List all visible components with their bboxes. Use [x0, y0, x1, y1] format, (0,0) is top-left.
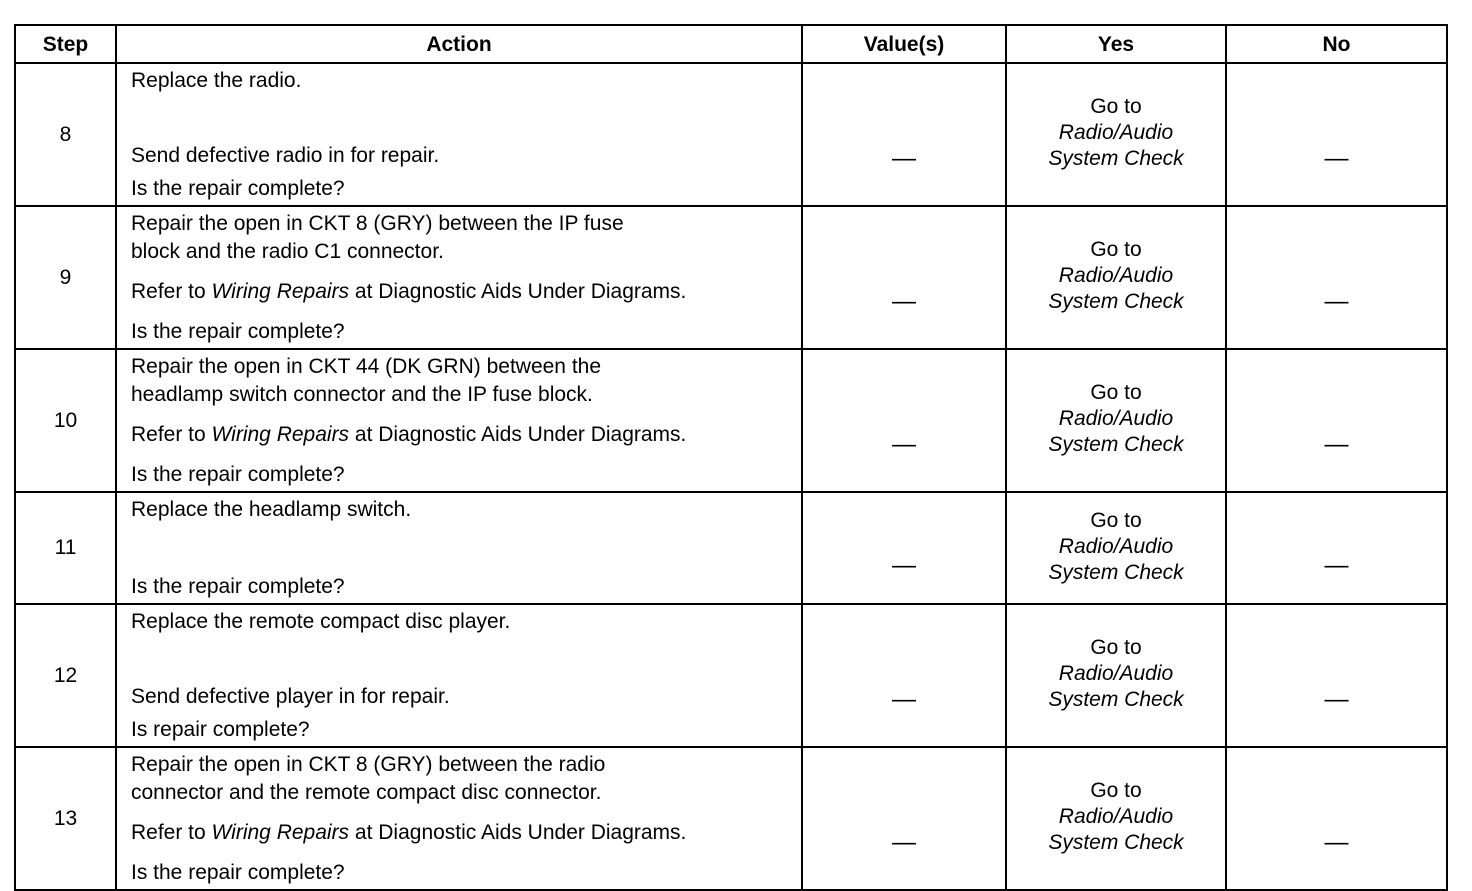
action-question: Is the repair complete?: [131, 462, 345, 486]
header-values: Value(s): [802, 25, 1006, 63]
header-yes: Yes: [1006, 25, 1226, 63]
wiring-repairs-link[interactable]: Wiring Repairs: [211, 423, 350, 447]
wiring-repairs-link[interactable]: Wiring Repairs: [211, 821, 350, 845]
value-cell: [802, 63, 1006, 206]
ref-prefix: Refer to: [131, 280, 206, 304]
value-dash: —: [892, 144, 916, 172]
yes-goto: Go to: [1090, 381, 1142, 404]
action-line: connector and the remote compact disc connector.: [131, 781, 602, 805]
action-question: Is repair complete?: [131, 718, 310, 741]
ref-suffix: at Diagnostic Aids Under Diagrams.: [354, 280, 687, 304]
yes-target-link[interactable]: Radio/Audio: [1058, 407, 1174, 430]
yes-goto: Go to: [1090, 779, 1142, 802]
value-cell: [802, 492, 1006, 604]
action-cell: [116, 492, 802, 604]
action-line: Repair the open in CKT 44 (DK GRN) between the: [131, 355, 602, 378]
value-dash: —: [892, 552, 916, 579]
yes-goto: Go to: [1090, 95, 1142, 118]
yes-target-link[interactable]: System Check: [1048, 688, 1184, 711]
value-cell: [802, 604, 1006, 747]
header-action: Action: [116, 25, 802, 63]
value-dash: —: [892, 287, 916, 315]
no-cell: [1226, 747, 1447, 890]
ref-suffix: at Diagnostic Aids Under Diagrams.: [354, 423, 687, 447]
step-number: 9: [15, 206, 116, 349]
no-cell: [1226, 492, 1447, 604]
ref-prefix: Refer to: [131, 423, 206, 447]
table-row: [15, 604, 1447, 747]
table-row: [15, 349, 1447, 492]
yes-target-link[interactable]: Radio/Audio: [1058, 121, 1174, 144]
yes-cell: [1006, 206, 1226, 349]
yes-target-link[interactable]: System Check: [1048, 560, 1184, 584]
action-question: Is the repair complete?: [131, 177, 345, 200]
action-line: Replace the radio.: [131, 69, 302, 92]
yes-target-link[interactable]: System Check: [1048, 433, 1184, 456]
yes-cell: [1006, 604, 1226, 747]
header-no: No: [1226, 25, 1447, 63]
no-dash: —: [1324, 552, 1349, 579]
no-dash: —: [1324, 144, 1349, 172]
action-line: Replace the remote compact disc player.: [131, 610, 511, 633]
action-cell: [116, 349, 802, 492]
action-line: headlamp switch connector and the IP fuse block.: [131, 383, 593, 407]
yes-cell: [1006, 747, 1226, 890]
reference-line: [131, 279, 791, 304]
ref-prefix: Refer to: [131, 821, 206, 845]
yes-target-link[interactable]: Radio/Audio: [1058, 662, 1174, 685]
action-line: block and the radio C1 connector.: [131, 240, 444, 264]
yes-cell: [1006, 349, 1226, 492]
value-dash: —: [892, 828, 916, 856]
yes-cell: [1006, 492, 1226, 604]
action-question: Is the repair complete?: [131, 860, 345, 884]
wiring-repairs-link[interactable]: Wiring Repairs: [211, 280, 350, 304]
no-dash: —: [1324, 287, 1349, 315]
table-row: [15, 63, 1447, 206]
value-dash: —: [892, 430, 916, 458]
diagnostic-table: [14, 24, 1448, 891]
action-line: Repair the open in CKT 8 (GRY) between the IP fuse: [131, 212, 624, 235]
value-cell: [802, 747, 1006, 890]
diagnostic-table-container: [14, 24, 1446, 891]
ref-suffix: at Diagnostic Aids Under Diagrams.: [354, 821, 687, 845]
action-line: Send defective player in for repair.: [131, 685, 450, 708]
no-cell: [1226, 349, 1447, 492]
no-dash: —: [1324, 828, 1349, 856]
reference-line: [131, 422, 791, 447]
action-question: Is the repair complete?: [131, 319, 345, 343]
table-row: [15, 492, 1447, 604]
yes-target-link[interactable]: System Check: [1048, 147, 1184, 170]
step-number: 13: [15, 747, 116, 890]
action-line: Send defective radio in for repair.: [131, 144, 440, 167]
header-row: [15, 25, 1447, 63]
table-row: [15, 747, 1447, 890]
yes-target-link[interactable]: Radio/Audio: [1058, 264, 1174, 287]
action-cell: [116, 747, 802, 890]
action-cell: [116, 63, 802, 206]
table-row: [15, 206, 1447, 349]
step-number: 8: [15, 63, 116, 206]
yes-target-link[interactable]: Radio/Audio: [1058, 534, 1174, 558]
action-cell: [116, 604, 802, 747]
step-number: 10: [15, 349, 116, 492]
no-dash: —: [1324, 430, 1349, 458]
reference-line: [131, 820, 791, 845]
value-dash: —: [892, 685, 916, 713]
step-number: 12: [15, 604, 116, 747]
yes-goto: Go to: [1090, 636, 1142, 659]
action-line: Replace the headlamp switch.: [131, 498, 412, 521]
action-line: Repair the open in CKT 8 (GRY) between the radio: [131, 753, 606, 776]
yes-goto: Go to: [1090, 508, 1142, 532]
no-dash: —: [1324, 685, 1349, 713]
header-step: Step: [15, 25, 116, 63]
action-cell: [116, 206, 802, 349]
yes-target-link[interactable]: Radio/Audio: [1058, 805, 1174, 828]
yes-target-link[interactable]: System Check: [1048, 290, 1184, 313]
yes-goto: Go to: [1090, 238, 1142, 261]
no-cell: [1226, 604, 1447, 747]
no-cell: [1226, 63, 1447, 206]
action-question: Is the repair complete?: [131, 575, 345, 598]
value-cell: [802, 349, 1006, 492]
yes-cell: [1006, 63, 1226, 206]
yes-target-link[interactable]: System Check: [1048, 831, 1184, 854]
value-cell: [802, 206, 1006, 349]
step-number: 11: [15, 492, 116, 604]
no-cell: [1226, 206, 1447, 349]
